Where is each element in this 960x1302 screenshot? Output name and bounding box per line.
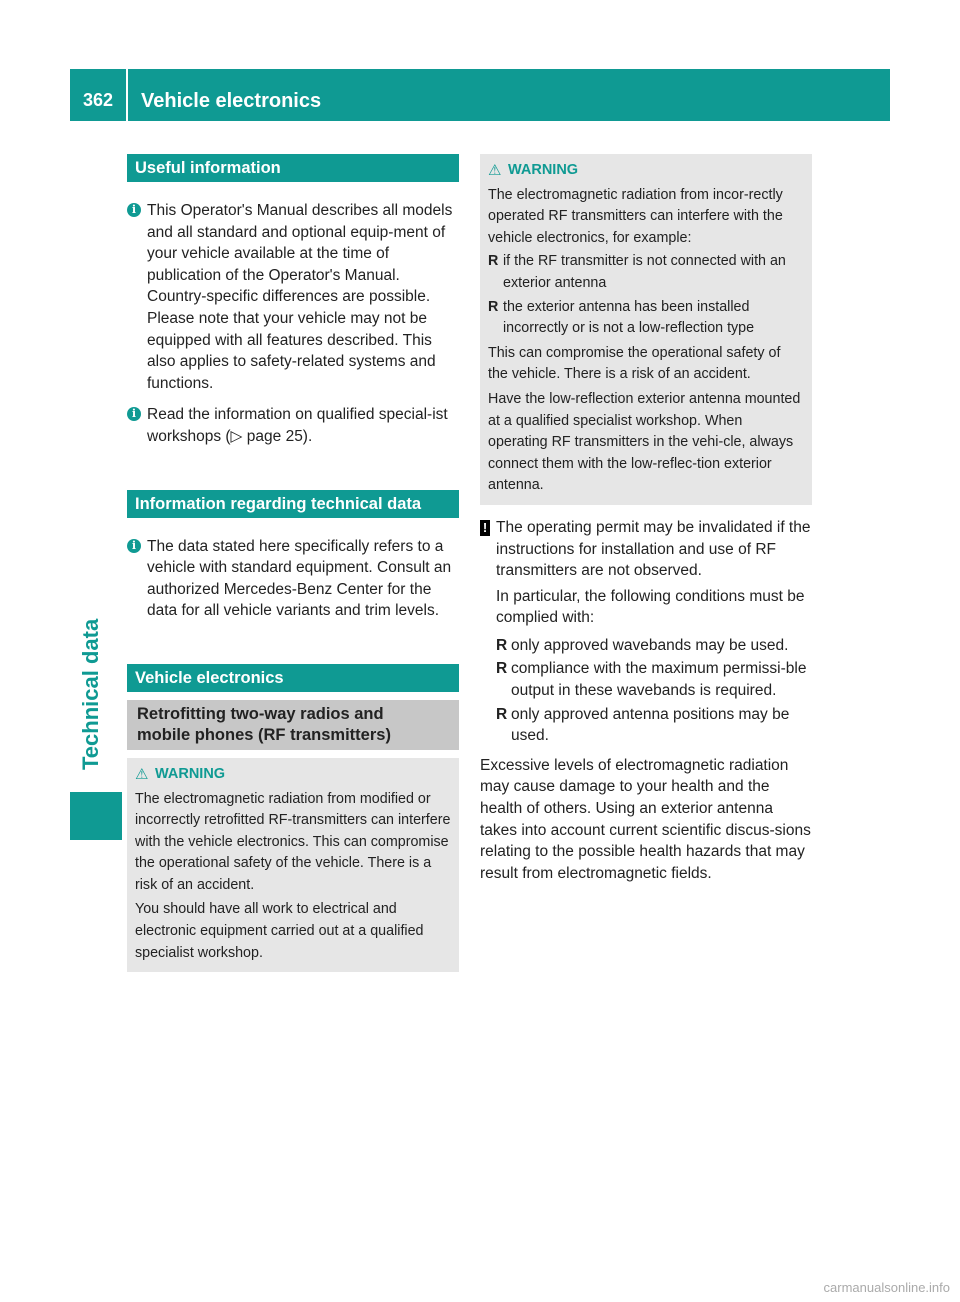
list-item-text: the exterior antenna has been installed incorrectly or is not a low-reflection type — [503, 298, 755, 337]
right-column — [480, 154, 812, 884]
retrofitting-heading-line2: mobile phones (RF transmitters) — [137, 725, 391, 744]
side-tab-marker — [70, 792, 122, 840]
warning-heading — [135, 764, 451, 786]
list-item-text: compliance with the maximum permissi-ble output in these wavebands is required. — [511, 660, 807, 700]
exclamation-icon: ! — [480, 520, 490, 536]
info-text: This Operator's Manual describes all models and all standard and optional equip-ment of your vehicle available at the time of publication of the Operator's Manual. Country-specific differences are possible. Please note that your vehicle may not be equipped with all features described. This also applies to safety-related systems and functions. — [147, 202, 453, 392]
note-text: The operating permit may be invalidated if the instructions for installation and use of RF transmitters are not observed. — [496, 518, 811, 580]
note-text: In particular, the following conditions must be complied with: — [496, 587, 805, 627]
warning-box-retrofit — [127, 758, 459, 972]
useful-information-heading: Useful information — [127, 154, 459, 182]
page-number: 362 — [82, 90, 114, 110]
info-text: Read the information on qualified special-ist workshops (▷ page 25). — [147, 406, 448, 445]
retrofitting-heading-line1: Retrofitting two-way radios and — [137, 704, 384, 723]
warning-box-rf-operation — [480, 154, 812, 505]
warning-triangle-icon: ⚠ — [135, 765, 149, 783]
list-item — [496, 704, 812, 747]
warning-label: WARNING — [155, 765, 226, 782]
info-note-manual — [127, 200, 459, 394]
bullet-icon: R — [496, 636, 508, 654]
list-item-text: if the RF transmitter is not connected with an exterior antenna — [503, 253, 786, 291]
header-divider — [126, 69, 128, 121]
left-column — [127, 154, 459, 972]
info-icon: i — [127, 539, 141, 553]
paragraph-text: Excessive levels of electromagnetic radiation may cause damage to your health and the health of others. Using an exterior antenna takes into account current scientific discus-sions relating to the possible health hazards that may result from electromagnetic fields. — [480, 756, 811, 882]
page-title: Vehicle electronics — [141, 90, 322, 112]
warning-text: The electromagnetic radiation from incor-rectly operated RF transmitters can interfere with the vehicle electronics, for example: — [488, 186, 783, 246]
retrofitting-heading — [127, 700, 459, 750]
list-item — [488, 297, 804, 340]
list-item-text: only approved antenna positions may be used. — [511, 705, 790, 745]
bullet-icon: R — [496, 660, 508, 678]
info-note-workshops — [127, 404, 459, 447]
warning-text: You should have all work to electrical and electronic equipment carried out at a qualified specialist workshop. — [135, 901, 424, 961]
bullet-icon: R — [488, 253, 499, 270]
note-operating-permit — [480, 517, 812, 747]
info-icon: i — [127, 203, 141, 217]
technical-data-heading: Information regarding technical data — [127, 490, 459, 518]
bullet-icon: R — [488, 298, 499, 315]
warning-text: Have the low-reflection exterior antenna mounted at a qualified specialist workshop. When operating RF transmitters in the vehi-cle, always connect them with the low-reflec-tion exterior antenna. — [488, 390, 801, 494]
warning-text: The electromagnetic radiation from modified or incorrectly retrofitted RF-transmitters can interfere with the vehicle electronics. This can compromise the operational safety of the vehicle. There is a risk of an accident. — [135, 790, 451, 893]
list-item — [488, 251, 804, 294]
list-item-text: only approved wavebands may be used. — [511, 636, 789, 654]
info-note-technical-data — [127, 536, 459, 622]
warning-label: WARNING — [508, 162, 579, 178]
info-icon: i — [127, 407, 141, 421]
warning-heading — [488, 160, 804, 182]
warning-triangle-icon: ⚠ — [488, 162, 502, 179]
bullet-icon: R — [496, 705, 508, 723]
side-section-label: Technical data — [78, 618, 103, 770]
warning-text: This can compromise the operational safety of the vehicle. There is a risk of an accident. — [488, 344, 781, 383]
vehicle-electronics-heading: Vehicle electronics — [127, 664, 459, 692]
list-item — [496, 658, 812, 701]
page-header — [70, 69, 890, 121]
watermark-text: carmanualsonline.info — [823, 1280, 950, 1295]
info-text: The data stated here specifically refers to a vehicle with standard equipment. Consult an authorized Mercedes-Benz Center for the data for all vehicle variants and trim levels. — [147, 537, 452, 620]
health-paragraph — [480, 755, 812, 885]
list-item — [496, 635, 812, 657]
